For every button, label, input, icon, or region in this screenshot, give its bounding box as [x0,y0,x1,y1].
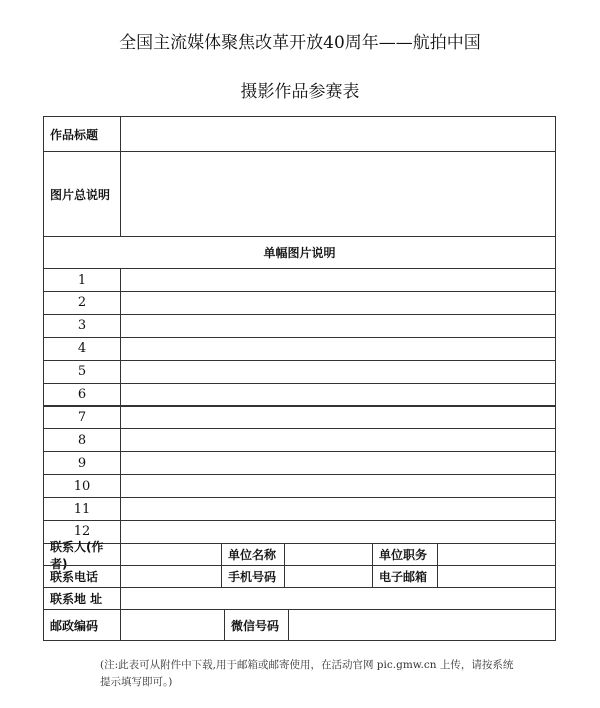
work-title-label: 作品标题 [43,116,121,152]
contact-label: 联系人(作者) [43,543,121,566]
phone-label: 联系电话 [43,565,121,588]
photo-number: 1 [43,268,121,292]
photo-number: 11 [43,497,121,521]
photo-number: 6 [43,383,121,407]
photo-desc-field[interactable] [120,405,556,429]
photo-desc-field[interactable] [120,383,556,407]
photo-desc-field[interactable] [120,268,556,292]
email-field[interactable] [437,565,556,588]
photo-desc-field[interactable] [120,497,556,521]
org-name-field[interactable] [284,543,373,566]
wechat-label: 微信号码 [224,609,289,641]
phone-field[interactable] [120,565,222,588]
photo-desc-field[interactable] [120,451,556,475]
photo-desc-field[interactable] [120,337,556,361]
mobile-field[interactable] [284,565,373,588]
address-field[interactable] [120,587,556,610]
address-label: 联系地 址 [43,587,121,610]
photo-number: 2 [43,291,121,315]
overall-desc-field[interactable] [120,151,556,237]
photo-number: 9 [43,451,121,475]
photo-number: 12 [43,520,121,544]
photo-number: 5 [43,360,121,384]
photo-number: 4 [43,337,121,361]
overall-desc-label: 图片总说明 [43,151,121,237]
photo-desc-field[interactable] [120,314,556,338]
photo-desc-field[interactable] [120,360,556,384]
org-name-label: 单位名称 [221,543,285,566]
photo-desc-field[interactable] [120,428,556,452]
postcode-label: 邮政编码 [43,609,121,641]
single-desc-header: 单幅图片说明 [43,236,556,269]
photo-number: 8 [43,428,121,452]
page-subtitle: 摄影作品参赛表 [240,82,360,102]
work-title-field[interactable] [120,116,556,152]
photo-number: 10 [43,474,121,498]
photo-desc-field[interactable] [120,520,556,544]
mobile-label: 手机号码 [221,565,285,588]
org-position-label: 单位职务 [372,543,438,566]
org-position-field[interactable] [437,543,556,566]
wechat-field[interactable] [288,609,556,641]
photo-desc-field[interactable] [120,291,556,315]
photo-desc-field[interactable] [120,474,556,498]
footnote: (注:此表可从附件中下载,用于邮箱或邮寄使用，在活动官网 pic.gmw.cn 上传，请按系统提示填写即可。) [100,659,514,688]
postcode-field[interactable] [120,609,225,641]
photo-number: 3 [43,314,121,338]
photo-number: 7 [43,405,121,429]
contact-field[interactable] [120,543,222,566]
page-title: 全国主流媒体聚焦改革开放40周年——航拍中国 [119,33,481,53]
email-label: 电子邮箱 [372,565,438,588]
